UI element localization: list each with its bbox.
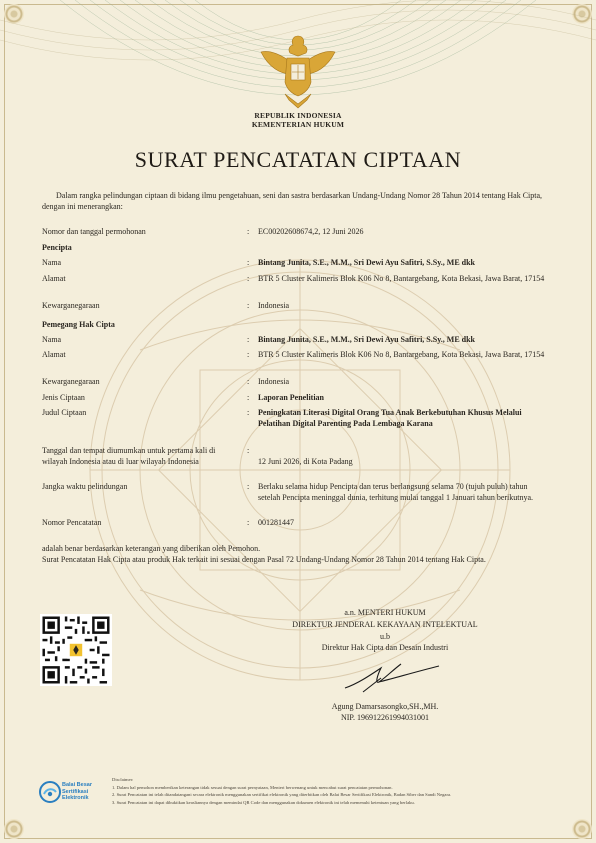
colon: :	[247, 482, 250, 491]
signer-name: Agung Damarsasongko,SH.,MH.	[331, 702, 439, 711]
application-value: EC00202608674,2, 12 Juni 2026	[258, 227, 364, 236]
closing-legal-note: Surat Pencatatan Hak Cipta atau produk Hak terkait ini sesuai dengan Pasal 72 Undang-Undang Nomor 28 Tahun 2014 tentang Hak Cipta.	[42, 555, 486, 564]
holder-address: BTR 5 Cluster Kalimeris Blok K06 No 8, Bantargebang, Kota Bekasi, Jawa Barat, 17154	[258, 350, 545, 359]
disclaimer-item: 2. Surat Pencatatan ini telah ditandatangani secara elektronik menggunakan sertifikat elektronik yang diterbitkan oleh Balai Besar Sertifikasi Elektronik, Badan Siber dan Sandi Negara.	[112, 792, 452, 797]
holder-name-label: Nama	[42, 335, 62, 344]
bsre-line: Sertifikasi	[62, 788, 89, 795]
period-label: Jangka waktu pelindungan	[42, 482, 128, 491]
corner-ornament	[4, 819, 24, 839]
colon: :	[247, 446, 250, 455]
header-country: REPUBLIK INDONESIA	[254, 111, 342, 120]
disclaimer	[112, 776, 567, 806]
published-value: 12 Juni 2026, di Kota Padang	[258, 457, 353, 466]
record-number-label: Nomor Pencatatan	[42, 518, 102, 527]
colon: :	[247, 350, 250, 359]
holder-name: Bintang Junita, S.E., M.M., Sri Dewi Ayu Safitri, S.Sy., ME dkk	[258, 335, 475, 344]
document-title: SURAT PENCATATAN CIPTAAN	[134, 147, 462, 172]
signer-nip: NIP. 196912261994031001	[340, 713, 429, 722]
creator-address-label: Alamat	[42, 274, 66, 283]
creator-heading: Pencipta	[42, 243, 72, 252]
signature-ub: u.b	[380, 632, 390, 641]
record-number-value: 001281447	[258, 518, 294, 527]
signature-director-general: DIREKTUR JENDERAL KEKAYAAN INTELEKTUAL	[292, 620, 478, 629]
colon: :	[247, 518, 250, 527]
bsre-line: Elektronik	[62, 795, 89, 801]
corner-ornament	[572, 819, 592, 839]
period-value: Berlaku selama hidup Pencipta dan terus berlangsung selama 70 (tujuh puluh) tahun setelah Pencipta meninggal dunia, terhitung mulai tanggal 1 Januari tahun berikutnya.	[258, 482, 534, 502]
disclaimer-item: 1. Dalam hal pemohon memberikan keterangan tidak sesuai dengan surat pernyataan, Menteri berwenang untuk mencabut surat pencatatan permohonan.	[112, 784, 393, 790]
header-ministry: KEMENTERIAN HUKUM	[251, 120, 345, 129]
qr-code[interactable]	[40, 614, 112, 686]
creator-address: BTR 5 Cluster Kalimeris Blok K06 No 8, Bantargebang, Kota Bekasi, Jawa Barat, 17154	[258, 274, 545, 283]
intro-paragraph: Dalam rangka pelindungan ciptaan di bidang ilmu pengetahuan, seni dan sastra berdasarkan Undang-Undang Nomor 28 Tahun 2014 tentang Hak Cipta, dengan ini menerangkan:	[42, 191, 543, 211]
colon: :	[247, 258, 250, 267]
bsre-line: Balai Besar	[62, 782, 92, 788]
colon: :	[247, 335, 250, 344]
creator-nationality-label: Kewarganegaraan	[42, 301, 100, 310]
creator-name-label: Nama	[42, 258, 62, 267]
holder-nationality-label: Kewarganegaraan	[42, 377, 100, 386]
work-title-label: Judul Ciptaan	[42, 408, 87, 417]
bsre-logo-text	[62, 782, 92, 802]
colon: :	[247, 377, 250, 386]
colon: :	[247, 227, 250, 236]
colon: :	[247, 301, 250, 310]
holder-nationality: Indonesia	[258, 377, 290, 386]
disclaimer-heading: Disclaimer:	[112, 777, 134, 782]
disclaimer-item: 3. Surat Pencatatan ini dapat dibuktikan keasliannya dengan memindai QR Code dan menggunakan dokumen elektronik ini telah memenuhi ketentuan yang berlaku.	[112, 799, 415, 805]
holder-heading: Pemegang Hak Cipta	[42, 320, 115, 329]
type-value: Laporan Penelitian	[258, 393, 325, 402]
colon: :	[247, 393, 250, 402]
closing-statement: adalah benar berdasarkan keterangan yang diberikan oleh Pemohon.	[42, 544, 261, 553]
signature-an: a.n. MENTERI HUKUM	[344, 608, 426, 617]
creator-nationality: Indonesia	[258, 301, 290, 310]
colon: :	[247, 408, 250, 417]
bsre-logo-icon	[38, 780, 62, 804]
creator-name: Bintang Junita, S.E., M.M., Sri Dewi Ayu Safitri, S.Sy., ME dkk	[258, 258, 475, 267]
application-label: Nomor dan tanggal permohonan	[42, 227, 146, 236]
type-label: Jenis Ciptaan	[42, 393, 85, 402]
holder-address-label: Alamat	[42, 350, 66, 359]
colon: :	[247, 274, 250, 283]
handwritten-signature	[335, 658, 445, 698]
published-label: Tanggal dan tempat diumumkan untuk pertama kali di wilayah Indonesia atau di luar wilayah Indonesia	[42, 446, 216, 466]
work-title-value: Peningkatan Literasi Digital Orang Tua Anak Berkebutuhan Khusus Melalui Pelatihan Digital Parenting Pada Lembaga Karana	[258, 408, 522, 428]
garuda-emblem-icon	[255, 30, 341, 110]
signature-director: Direktur Hak Cipta dan Desain Industri	[321, 643, 449, 652]
